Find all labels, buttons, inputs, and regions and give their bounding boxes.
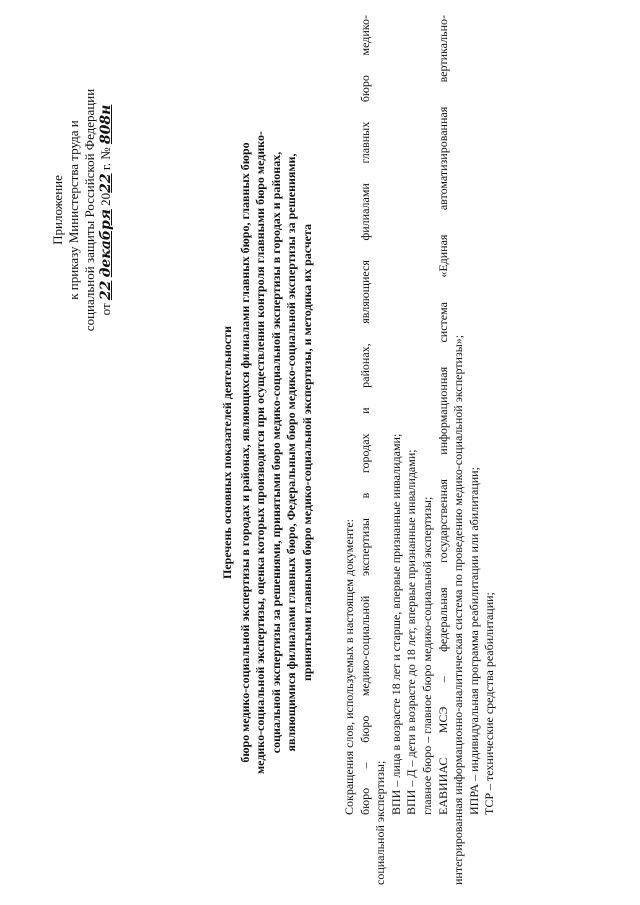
appendix-label: Приложение	[50, 175, 65, 245]
abbr-eaviias-line2: интегрированная информационно-аналитическая система по проведению медико-социальной экспертизы»;	[451, 334, 466, 885]
abbr-vpi: ВПИ – лица в возрасте 18 лет и старше, впервые признанные инвалидами;	[388, 433, 403, 815]
title-line: бюро медико-социальной экспертизы в городах и районах, являющихся филиалами главных бюро, главных бюро	[237, 142, 252, 763]
handwritten-month: декабря	[98, 209, 114, 278]
date-year-prefix: 20	[98, 192, 113, 210]
handwritten-day: 22	[98, 280, 114, 301]
appendix-block	[50, 60, 114, 360]
handwritten-year: 22	[98, 173, 114, 193]
abbreviations-intro: Сокращения слов, используемых в настоящем документе:	[342, 519, 356, 815]
title-heading: Перечень основных показателей деятельности	[220, 326, 234, 580]
title-line: медико-социальной экспертизы, оценка которых производится при осуществлении контроля главными бюро медико-	[253, 130, 268, 775]
appendix-date-line	[98, 60, 114, 360]
abbr-main-bureau: главное бюро – главное бюро медико-социальной экспертизы;	[419, 496, 434, 815]
handwritten-order-number: 808н	[98, 104, 114, 145]
abbreviations-section	[342, 15, 498, 885]
abbr-ipra: ИПРА – индивидуальная программа реабилитации или абилитации;	[466, 467, 481, 815]
title-line: являющимися филиалами главных бюро, Федеральным бюро медико-социальной экспертизы за решениями,	[284, 153, 299, 752]
abbr-tsr: ТСР – технические средства реабилитации;	[482, 592, 497, 815]
document-title	[220, 20, 316, 885]
title-line: социальной экспертизы за решениями, принятыми бюро медико-социальной экспертизы в городах и районах,	[268, 151, 283, 754]
appendix-ministry: социальной защиты Российской Федерации	[82, 88, 97, 332]
abbr-bureau-line2: социальной экспертизы;	[373, 760, 388, 885]
abbr-vpi-d: ВПИ – Д – дети в возрасте до 18 лет, впервые признанные инвалидами;	[404, 449, 419, 815]
abbr-eaviias-line1: ЕАВИИАС МСЭ – федеральная государственная информационная система «Единая автоматизированная вертикально-	[435, 15, 450, 815]
abbr-bureau-line1: бюро – бюро медико-социальной экспертизы в городах и районах, являющиеся филиалами главных бюро медико-	[357, 15, 372, 815]
date-year-suffix: г. №	[98, 144, 113, 174]
appendix-order-ref: к приказу Министерства труда и	[66, 120, 81, 300]
title-line: принятыми главными бюро медико-социальной экспертизы, и методика их расчета	[299, 224, 314, 681]
date-prefix: от	[98, 300, 113, 316]
